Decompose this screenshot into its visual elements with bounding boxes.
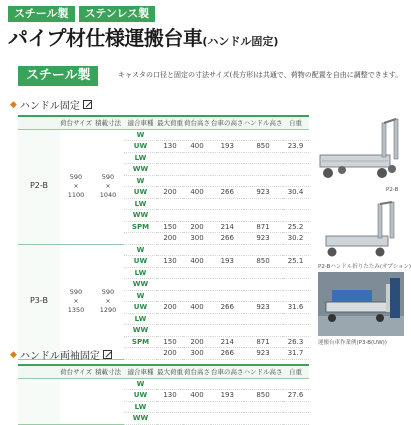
caster-type-cell: W	[124, 175, 157, 187]
cart-photo-folding	[320, 198, 404, 260]
cart-height-cell: 193	[211, 390, 244, 402]
material-description: キャスタの口径と固定の寸法サイズ(長方形)は共通で、荷物の配置を自由に調整できます。	[118, 71, 403, 79]
cart-height-cell	[211, 378, 244, 390]
photo-caption-p2b: P2-B	[386, 187, 399, 193]
max-load-cell	[157, 313, 183, 325]
cart-height-cell	[211, 152, 244, 164]
model-cell: P2-B	[18, 129, 60, 244]
size-value: 1100	[67, 191, 85, 199]
col-type: 適合車種	[124, 116, 157, 129]
edit-icon	[83, 100, 92, 109]
max-load-cell	[157, 413, 183, 425]
handle-height-cell: 923	[244, 302, 283, 314]
caster-type-cell	[124, 233, 157, 245]
platform-height-cell: 400	[183, 187, 211, 199]
max-load-cell	[157, 129, 183, 141]
handle-height-cell	[244, 401, 283, 413]
weight-cell: 31.7	[283, 348, 309, 360]
section-label: ハンドル両袖固定	[19, 351, 100, 362]
platform-height-cell	[183, 413, 211, 425]
cart-height-cell	[211, 413, 244, 425]
weight-cell: 27.6	[283, 390, 309, 402]
material-badges	[8, 6, 155, 22]
col-load: 積載寸法	[92, 116, 124, 129]
platform-height-cell	[183, 267, 211, 279]
cart-height-cell: 266	[211, 348, 244, 360]
model-cell: P3-B	[18, 244, 60, 359]
platform-height-cell: 200	[183, 221, 211, 233]
max-load-cell: 200	[157, 302, 183, 314]
cart-height-cell	[211, 129, 244, 141]
handle-height-cell	[244, 129, 283, 141]
caster-type-cell: WW	[124, 210, 157, 222]
weight-cell	[283, 210, 309, 222]
cart-height-cell	[211, 198, 244, 210]
weight-cell	[283, 325, 309, 337]
max-load-cell	[157, 175, 183, 187]
load-value: 590	[101, 288, 115, 296]
table-row	[18, 244, 309, 256]
weight-cell	[283, 413, 309, 425]
platform-height-cell	[183, 313, 211, 325]
weight-cell	[283, 164, 309, 176]
load-size-cell	[92, 244, 124, 359]
max-load-cell: 150	[157, 221, 183, 233]
title-main: パイプ材仕様運搬台車	[8, 26, 203, 50]
platform-height-cell: 400	[183, 256, 211, 268]
handle-height-cell	[244, 313, 283, 325]
platform-height-cell	[183, 244, 211, 256]
handle-height-cell	[244, 378, 283, 390]
cart-height-cell	[211, 401, 244, 413]
platform-height-cell: 200	[183, 336, 211, 348]
caster-type-cell: SPM	[124, 221, 157, 233]
caster-type-cell: LW	[124, 152, 157, 164]
caster-type-cell: W	[124, 290, 157, 302]
caster-type-cell: LW	[124, 401, 157, 413]
max-load-cell: 200	[157, 348, 183, 360]
weight-cell: 25.2	[283, 221, 309, 233]
platform-height-cell	[183, 210, 211, 222]
max-load-cell	[157, 152, 183, 164]
max-load-cell: 130	[157, 256, 183, 268]
handle-height-cell: 923	[244, 348, 283, 360]
cart-height-cell: 266	[211, 187, 244, 199]
diamond-bullet-icon: ◆	[10, 99, 17, 110]
platform-height-cell	[183, 279, 211, 291]
max-load-cell	[157, 244, 183, 256]
weight-cell: 30.4	[283, 187, 309, 199]
weight-cell: 23.9	[283, 141, 309, 153]
max-load-cell	[157, 210, 183, 222]
caster-type-cell: UW	[124, 302, 157, 314]
handle-height-cell	[244, 244, 283, 256]
handle-height-cell: 850	[244, 390, 283, 402]
spec-table-fixed-handle	[18, 115, 309, 360]
cart-height-cell: 266	[211, 302, 244, 314]
weight-cell	[283, 244, 309, 256]
platform-height-cell: 400	[183, 302, 211, 314]
caster-type-cell: LW	[124, 198, 157, 210]
handle-height-cell	[244, 267, 283, 279]
load-value: 590	[101, 173, 115, 181]
col-model	[18, 365, 60, 378]
platform-height-cell: 300	[183, 348, 211, 360]
model-cell	[18, 378, 60, 424]
load-size-cell	[92, 129, 124, 244]
handle-height-cell	[244, 325, 283, 337]
cart-height-cell: 193	[211, 256, 244, 268]
caster-type-cell: WW	[124, 279, 157, 291]
caster-type-cell: LW	[124, 267, 157, 279]
handle-height-cell: 923	[244, 233, 283, 245]
platform-height-cell	[183, 198, 211, 210]
table-row	[18, 378, 309, 390]
handle-height-cell	[244, 198, 283, 210]
platform-height-cell	[183, 378, 211, 390]
platform-height-cell	[183, 129, 211, 141]
section-label: ハンドル固定	[19, 101, 80, 112]
max-load-cell: 130	[157, 141, 183, 153]
table-body	[18, 378, 309, 424]
table-header-row	[18, 365, 309, 378]
weight-cell	[283, 267, 309, 279]
max-load-cell	[157, 279, 183, 291]
col-type: 適合車種	[124, 365, 157, 378]
weight-cell	[283, 198, 309, 210]
max-load-cell	[157, 164, 183, 176]
max-load-cell: 150	[157, 336, 183, 348]
platform-height-cell: 400	[183, 390, 211, 402]
cart-height-cell	[211, 279, 244, 291]
max-load-cell: 200	[157, 187, 183, 199]
caster-type-cell	[124, 348, 157, 360]
cart-height-cell	[211, 210, 244, 222]
weight-cell: 31.6	[283, 302, 309, 314]
caster-type-cell: UW	[124, 141, 157, 153]
size-value: 590	[69, 288, 83, 296]
platform-size-cell	[60, 244, 92, 359]
max-load-cell	[157, 378, 183, 390]
platform-height-cell	[183, 401, 211, 413]
load-value: ×	[105, 297, 111, 305]
cart-height-cell	[211, 325, 244, 337]
table-row	[18, 129, 309, 141]
size-value: 590	[69, 173, 83, 181]
cart-height-cell	[211, 267, 244, 279]
platform-height-cell	[183, 325, 211, 337]
table-body	[18, 129, 309, 359]
max-load-cell	[157, 325, 183, 337]
weight-cell	[283, 175, 309, 187]
page-title	[8, 22, 278, 51]
col-handle: ハンドル高さ	[244, 116, 283, 129]
cart-height-cell: 266	[211, 233, 244, 245]
cart-height-cell	[211, 244, 244, 256]
max-load-cell	[157, 198, 183, 210]
caster-type-cell: W	[124, 129, 157, 141]
handle-height-cell	[244, 413, 283, 425]
max-load-cell	[157, 267, 183, 279]
col-cap: 最大荷重	[157, 365, 183, 378]
photo-caption-folding: P2-Bハンドル折りたたみ(オプション)	[318, 264, 411, 270]
load-size-cell	[92, 378, 124, 424]
col-plat: 荷台高さ	[183, 365, 211, 378]
weight-cell: 26.3	[283, 336, 309, 348]
handle-height-cell: 850	[244, 256, 283, 268]
spec-table-double-handle	[18, 364, 309, 425]
platform-height-cell: 400	[183, 141, 211, 153]
cart-height-cell	[211, 175, 244, 187]
weight-cell: 25.1	[283, 256, 309, 268]
platform-size-cell	[60, 129, 92, 244]
caster-type-cell: WW	[124, 325, 157, 337]
diamond-bullet-icon: ◆	[10, 349, 17, 360]
handle-height-cell: 850	[244, 141, 283, 153]
handle-height-cell	[244, 175, 283, 187]
col-size: 荷台サイズ	[60, 116, 92, 129]
platform-height-cell: 300	[183, 233, 211, 245]
weight-cell	[283, 401, 309, 413]
col-height: 台車の高さ	[211, 116, 244, 129]
badge-stainless: ステンレス製	[79, 6, 156, 22]
edit-icon	[103, 350, 112, 359]
caster-type-cell: LW	[124, 313, 157, 325]
col-weight: 自重	[283, 365, 309, 378]
caster-type-cell: UW	[124, 256, 157, 268]
platform-size-cell	[60, 378, 92, 424]
platform-height-cell	[183, 152, 211, 164]
caster-type-cell: WW	[124, 164, 157, 176]
weight-cell	[283, 313, 309, 325]
weight-cell: 30.2	[283, 233, 309, 245]
size-value: 1350	[67, 306, 85, 314]
badge-steel: スチール製	[8, 6, 75, 22]
cart-height-cell	[211, 313, 244, 325]
col-plat: 荷台高さ	[183, 116, 211, 129]
caster-type-cell: W	[124, 244, 157, 256]
col-weight: 自重	[283, 116, 309, 129]
cart-height-cell	[211, 290, 244, 302]
col-model	[18, 116, 60, 129]
platform-height-cell	[183, 175, 211, 187]
size-value: ×	[73, 182, 79, 190]
handle-height-cell	[244, 290, 283, 302]
section-header-fixed-handle	[10, 97, 92, 112]
platform-height-cell	[183, 290, 211, 302]
handle-height-cell	[244, 279, 283, 291]
material-tag: スチール製	[18, 66, 98, 86]
caster-type-cell: WW	[124, 413, 157, 425]
cart-photo-p2b	[312, 115, 404, 185]
col-load: 積載寸法	[92, 365, 124, 378]
cart-height-cell: 193	[211, 141, 244, 153]
col-height: 台車の高さ	[211, 365, 244, 378]
section-header-double-handle	[10, 347, 112, 362]
caster-type-cell: SPM	[124, 336, 157, 348]
caster-type-cell: UW	[124, 187, 157, 199]
platform-height-cell	[183, 164, 211, 176]
load-value: 1290	[99, 306, 117, 314]
handle-height-cell	[244, 152, 283, 164]
cart-height-cell: 214	[211, 336, 244, 348]
weight-cell	[283, 378, 309, 390]
max-load-cell: 200	[157, 233, 183, 245]
table-header-row	[18, 116, 309, 129]
col-size: 荷台サイズ	[60, 365, 92, 378]
col-handle: ハンドル高さ	[244, 365, 283, 378]
weight-cell	[283, 152, 309, 164]
cart-height-cell: 214	[211, 221, 244, 233]
weight-cell	[283, 129, 309, 141]
weight-cell	[283, 279, 309, 291]
handle-height-cell: 923	[244, 187, 283, 199]
weight-cell	[283, 290, 309, 302]
load-value: 1040	[99, 191, 117, 199]
cart-height-cell	[211, 164, 244, 176]
handle-height-cell: 871	[244, 336, 283, 348]
handle-height-cell	[244, 210, 283, 222]
max-load-cell: 130	[157, 390, 183, 402]
max-load-cell	[157, 290, 183, 302]
handle-height-cell: 871	[244, 221, 283, 233]
title-sub: (ハンドル固定)	[202, 35, 279, 48]
handle-height-cell	[244, 164, 283, 176]
col-cap: 最大荷重	[157, 116, 183, 129]
cart-photo-usage	[318, 272, 404, 336]
caster-type-cell: UW	[124, 390, 157, 402]
max-load-cell	[157, 401, 183, 413]
photo-caption-usage: 運搬台車作業例(P3-B(UW))	[318, 340, 387, 346]
size-value: ×	[73, 297, 79, 305]
caster-type-cell: W	[124, 378, 157, 390]
load-value: ×	[105, 182, 111, 190]
